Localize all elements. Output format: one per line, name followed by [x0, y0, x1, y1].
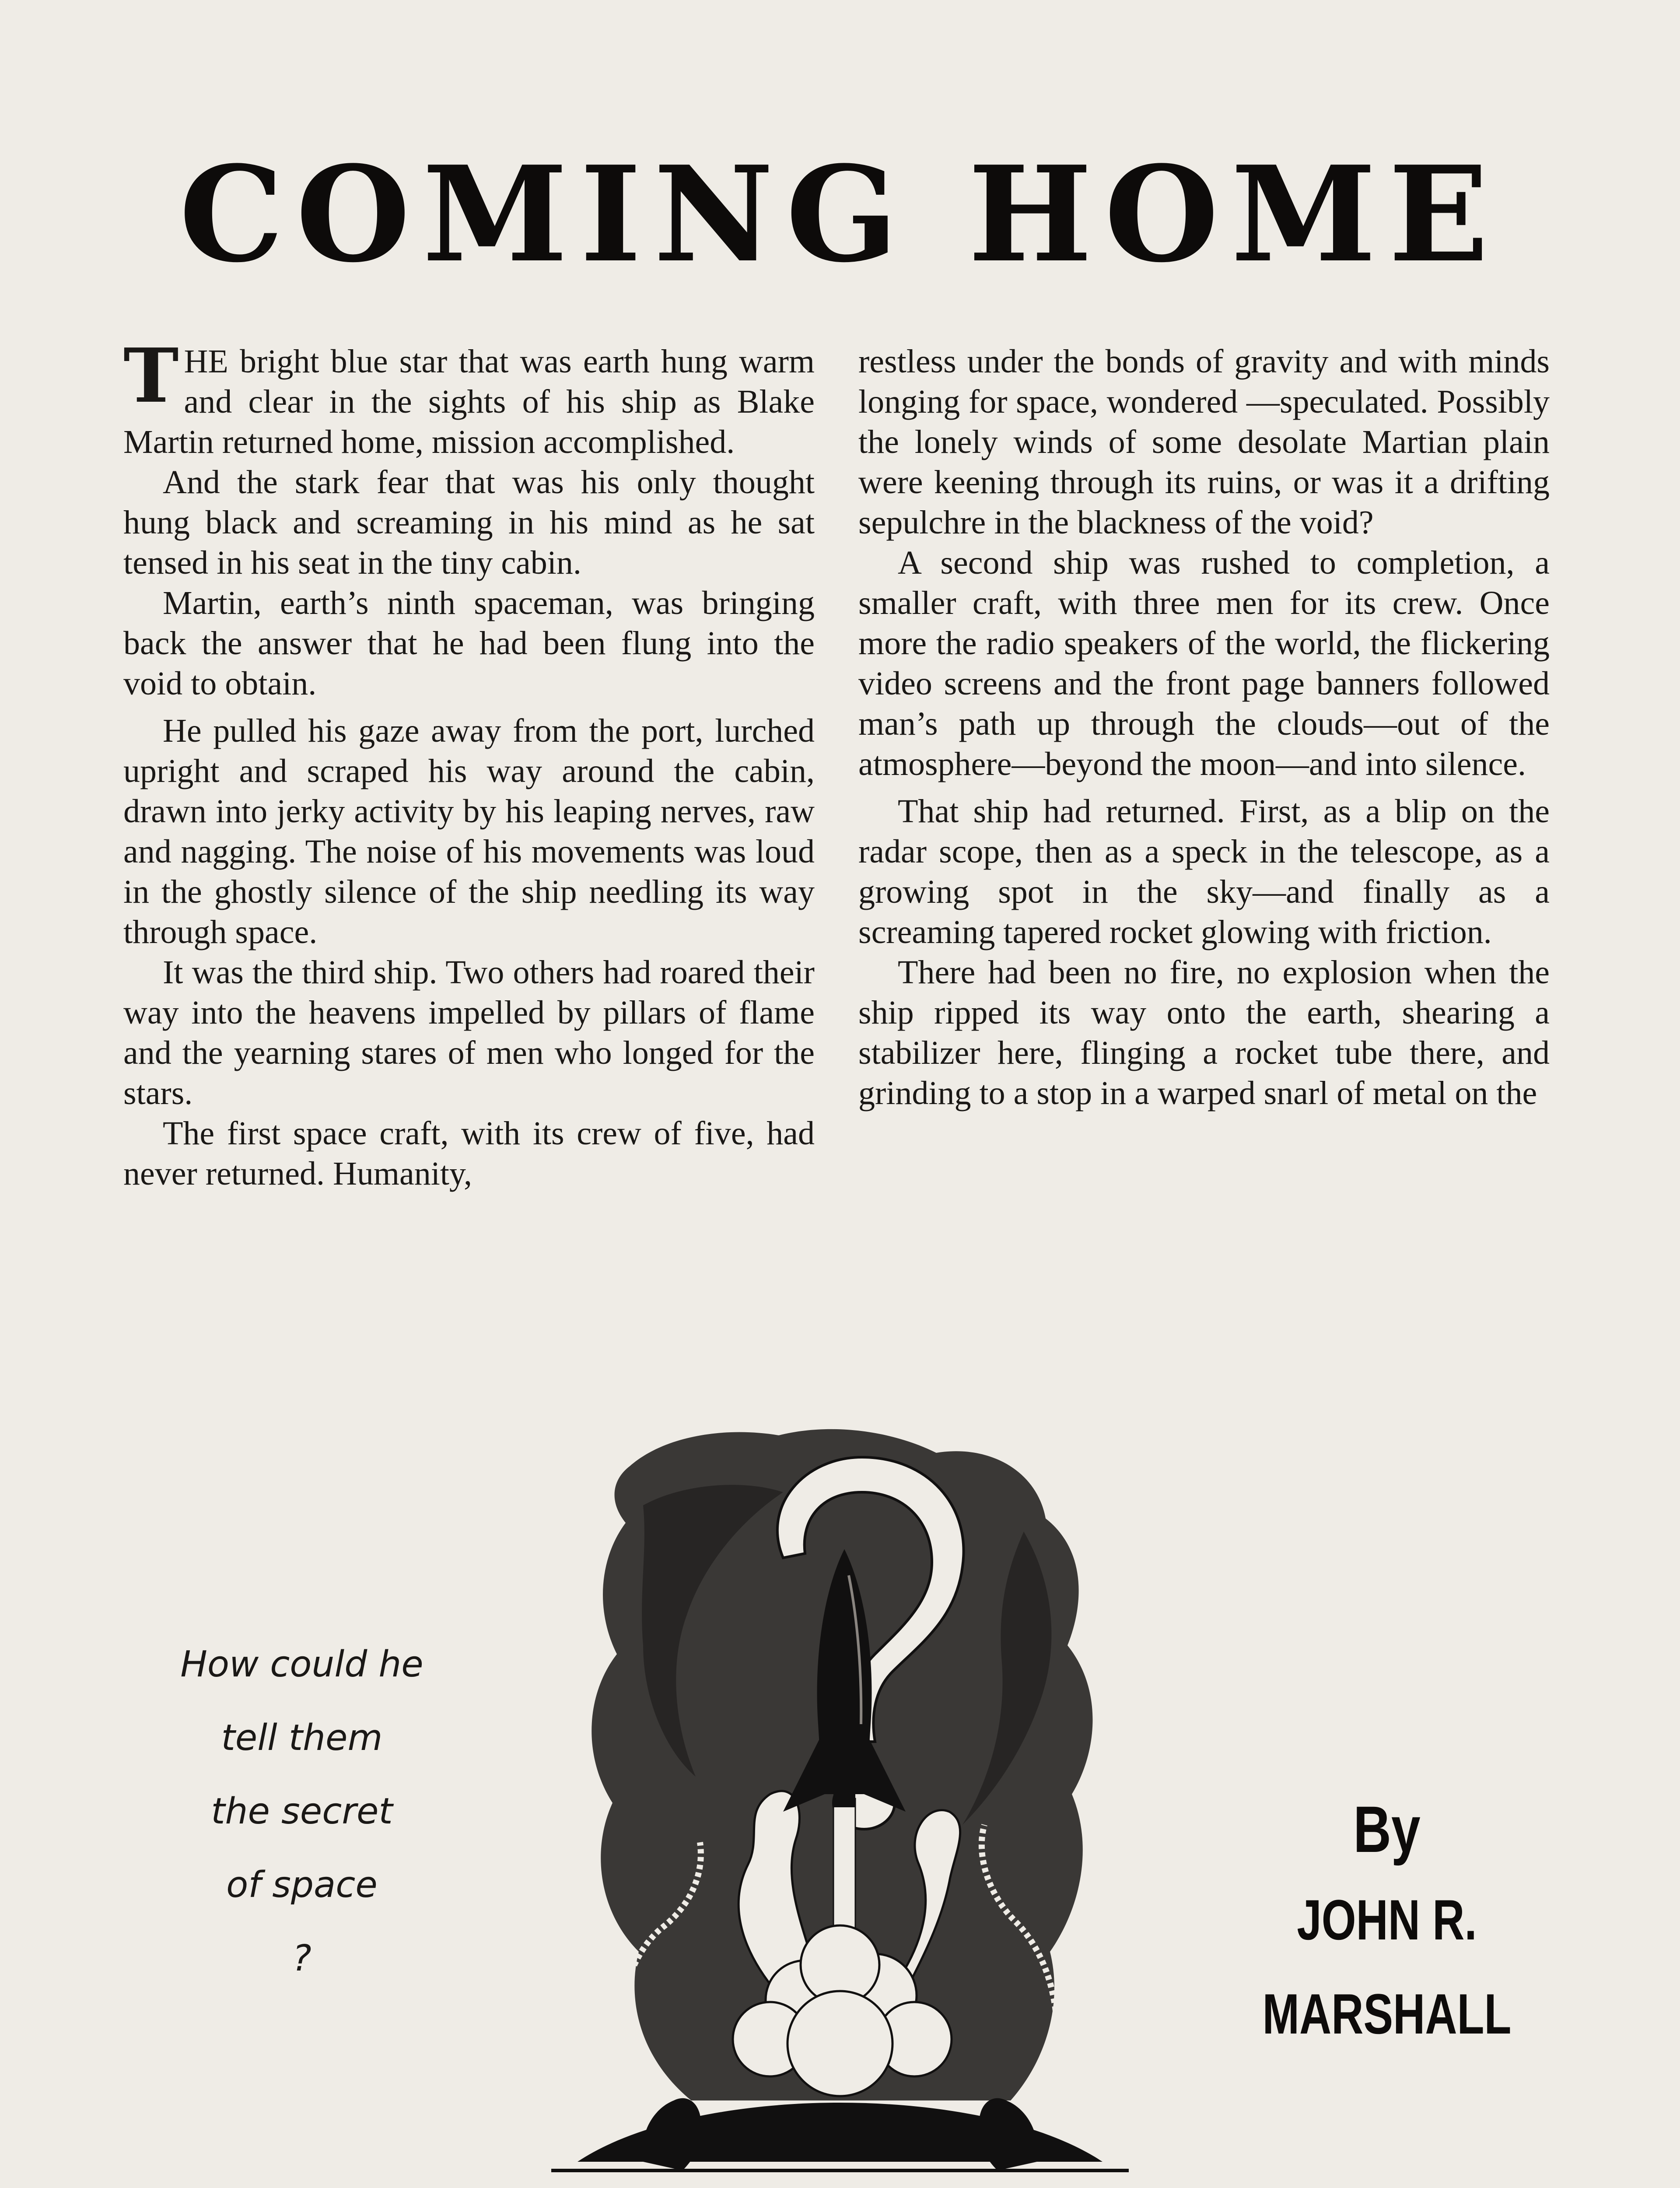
paragraph-3: Martin, earth’s ninth spaceman, was bringing back the answer that he had been flung into the void to obtain.	[123, 585, 815, 702]
article-title: COMING HOME	[179, 137, 1501, 291]
tagline-line: How could he	[180, 1644, 424, 1685]
paragraph-1	[123, 332, 815, 462]
tagline	[131, 1628, 472, 1995]
tagline-line: tell them	[221, 1717, 383, 1759]
paragraph-7: restless under the bonds of gravity and with minds longing for space, wondered —speculated. Possibly the lonely winds of some desolate Martian plain were keening through its ruins, or was it a drifting sepulchre in the blackness of the void?	[858, 343, 1550, 541]
paragraph-2: And the stark fear that was his only thought hung black and screaming in his mind as he sat tensed in his seat in the tiny cabin.	[123, 464, 815, 581]
byline-by: By	[1353, 1792, 1421, 1866]
paragraph-10: There had been no fire, no explosion when the ship ripped its way onto the earth, shearing a stabilizer here, flinging a rocket tube there, and grinding to a stop in a warped snarl of metal on the	[858, 954, 1550, 1112]
rocket-launch-question-mark-illustration	[499, 1418, 1181, 2188]
tagline-line: ?	[292, 1938, 312, 1979]
tagline-line: the secret	[211, 1791, 393, 1832]
paragraph-9: That ship had returned. First, as a blip on the radar scope, then as a speck in the telescope, as a growing spot in the sky—and finally as a screaming tapered rocket glowing with friction.	[858, 793, 1550, 950]
left-column	[123, 332, 815, 1194]
author-name-line-1: JOHN R.	[1297, 1888, 1477, 1952]
author-byline	[1216, 1785, 1558, 2061]
tagline-line: of space	[226, 1864, 378, 1906]
drop-cap: T	[123, 332, 179, 420]
rocket-nozzle	[833, 1794, 855, 1807]
paragraph-8: A second ship was rushed to completion, a smaller craft, with three men for its crew. Once more the radio speakers of the world, the flickering video screens and the front page banners followed man’s path up through the clouds—out of the atmosphere—beyond the moon—and into silence.	[858, 544, 1550, 782]
author-name-line-2: MARSHALL	[1262, 1982, 1512, 2046]
paragraph-6: The first space craft, with its crew of five, had never returned. Humanity,	[123, 1115, 815, 1192]
paragraph-4: He pulled his gaze away from the port, lurched upright and scraped his way around the cabin, drawn into jerky activity by his leaping nerves, raw and nagging. The noise of his movements was loud in the ghostly silence of the ship needling its way through space.	[123, 712, 815, 950]
right-column	[858, 341, 1550, 1113]
paragraph-5: It was the third ship. Two others had roared their way into the heavens impelled by pillars of flame and the yearning stares of men who longed for the stars.	[123, 954, 815, 1112]
paragraph-1-text: HE bright blue star that was earth hung warm and clear in the sights of his ship as Blake Martin returned home, mission accomplished.	[123, 343, 815, 460]
